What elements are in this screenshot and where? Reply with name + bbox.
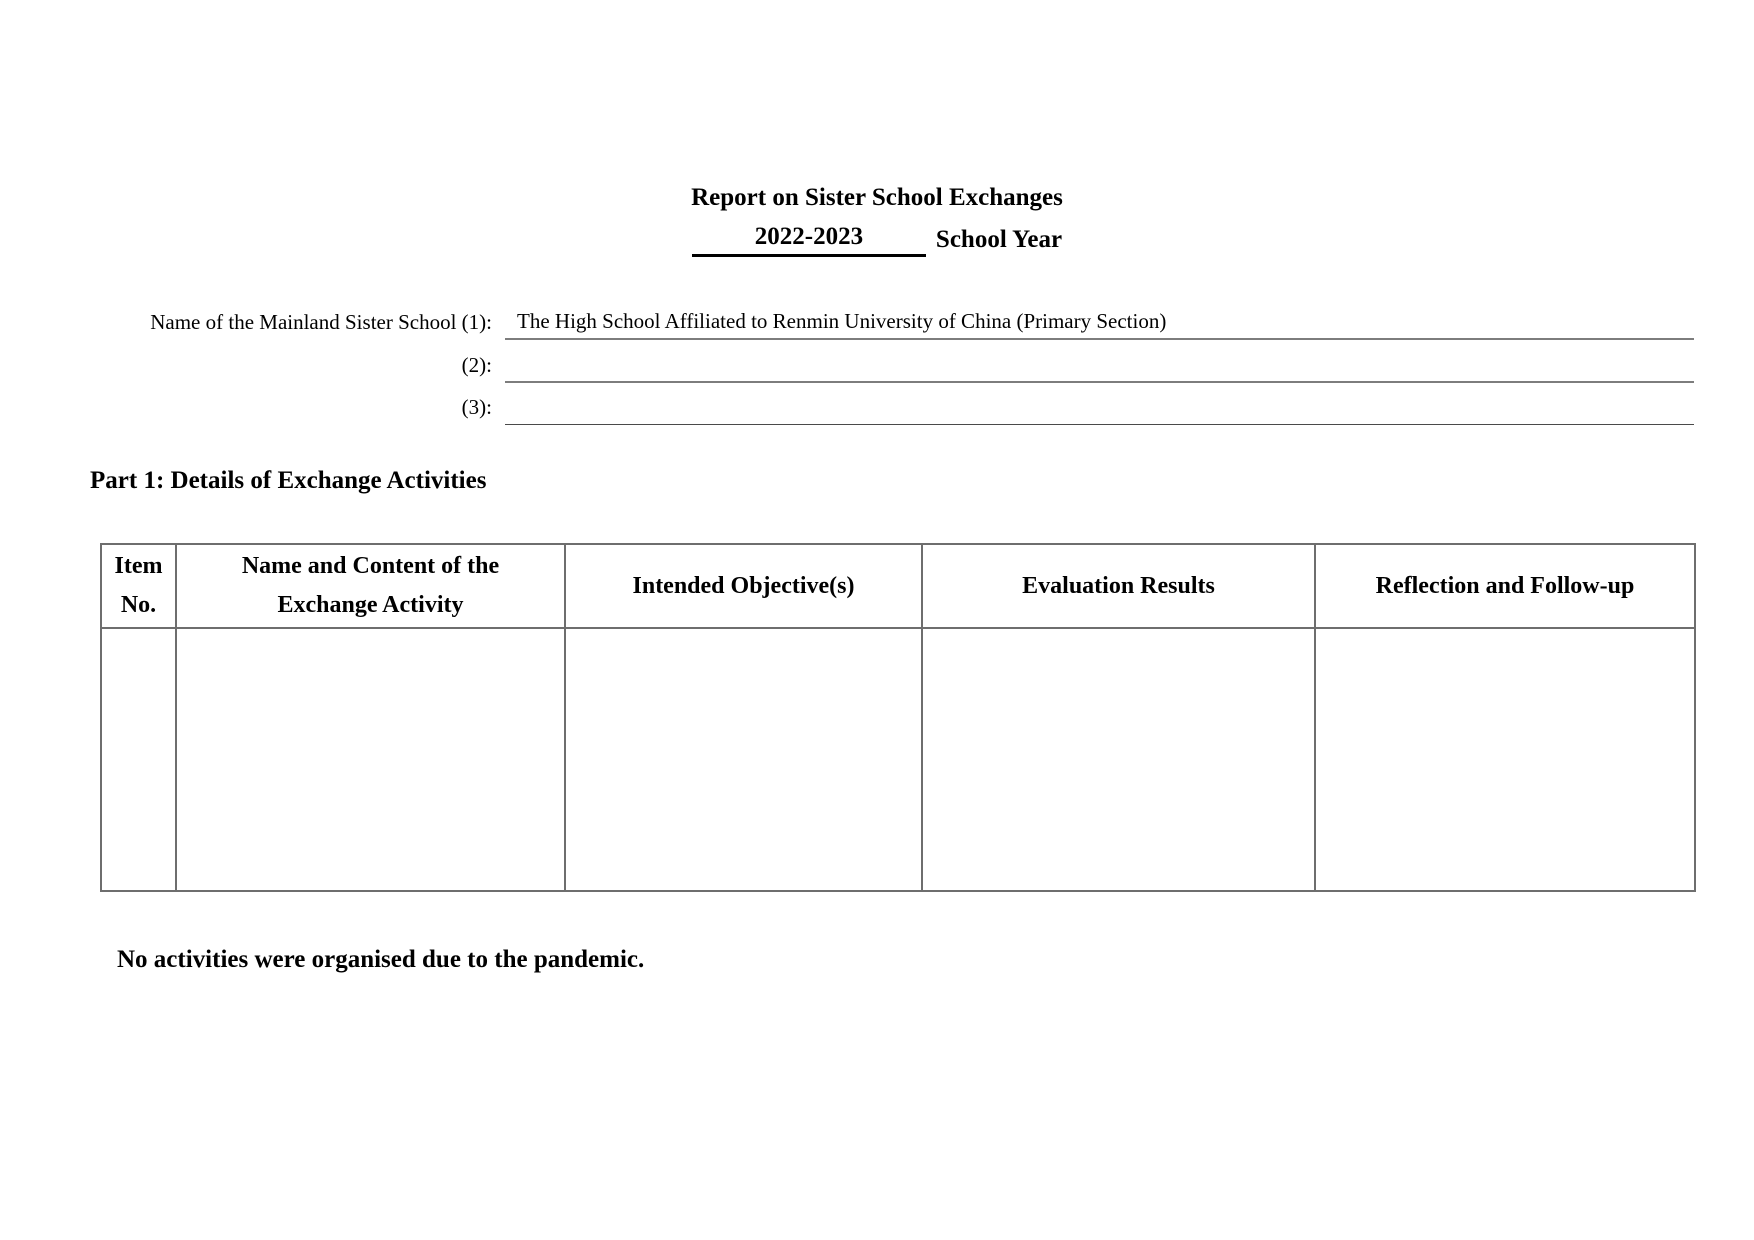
column-header-evaluation-line1: Evaluation Results xyxy=(1022,572,1215,599)
field-row-1 xyxy=(0,298,1694,340)
school-year-line xyxy=(0,223,1754,257)
part1-heading: Part 1: Details of Exchange Activities xyxy=(90,467,487,494)
table-header-row xyxy=(101,544,1695,628)
note-no-activities: No activities were organised due to the pandemic. xyxy=(117,946,645,973)
column-header-objectives xyxy=(565,544,922,628)
activities-table xyxy=(100,543,1696,892)
cell-activity-name xyxy=(176,628,565,891)
column-header-activity-name-line2: Exchange Activity xyxy=(277,592,464,618)
column-header-item-no-line2: No. xyxy=(120,592,157,618)
field-value-3 xyxy=(505,383,1694,425)
column-header-activity-name-line1: Name and Content of the xyxy=(241,553,500,579)
column-header-objectives-line1: Intended Objective(s) xyxy=(632,572,855,599)
column-header-evaluation xyxy=(922,544,1315,628)
column-header-item-no-line1: Item xyxy=(114,553,163,579)
column-header-item-no xyxy=(101,544,176,628)
school-year-value: 2022-2023 xyxy=(692,223,926,257)
field-value-1: The High School Affiliated to Renmin University of China (Primary Section) xyxy=(505,298,1694,340)
sister-school-fields xyxy=(0,298,1694,425)
column-header-activity-name xyxy=(176,544,565,628)
cell-item-no xyxy=(101,628,176,891)
field-row-2 xyxy=(0,340,1694,383)
cell-objectives xyxy=(565,628,922,891)
report-title: Report on Sister School Exchanges xyxy=(691,184,1063,211)
column-header-reflection-line1: Reflection and Follow-up xyxy=(1375,572,1635,599)
field-value-2 xyxy=(505,340,1694,383)
field-label-2: (2): xyxy=(461,353,492,377)
field-label-1: Name of the Mainland Sister School (1): xyxy=(150,310,492,334)
cell-evaluation xyxy=(922,628,1315,891)
field-row-3 xyxy=(0,383,1694,425)
school-year-label: School Year xyxy=(935,226,1063,253)
column-header-reflection xyxy=(1315,544,1695,628)
cell-reflection xyxy=(1315,628,1695,891)
field-label-3: (3): xyxy=(461,395,492,419)
table-body-row xyxy=(101,628,1695,891)
